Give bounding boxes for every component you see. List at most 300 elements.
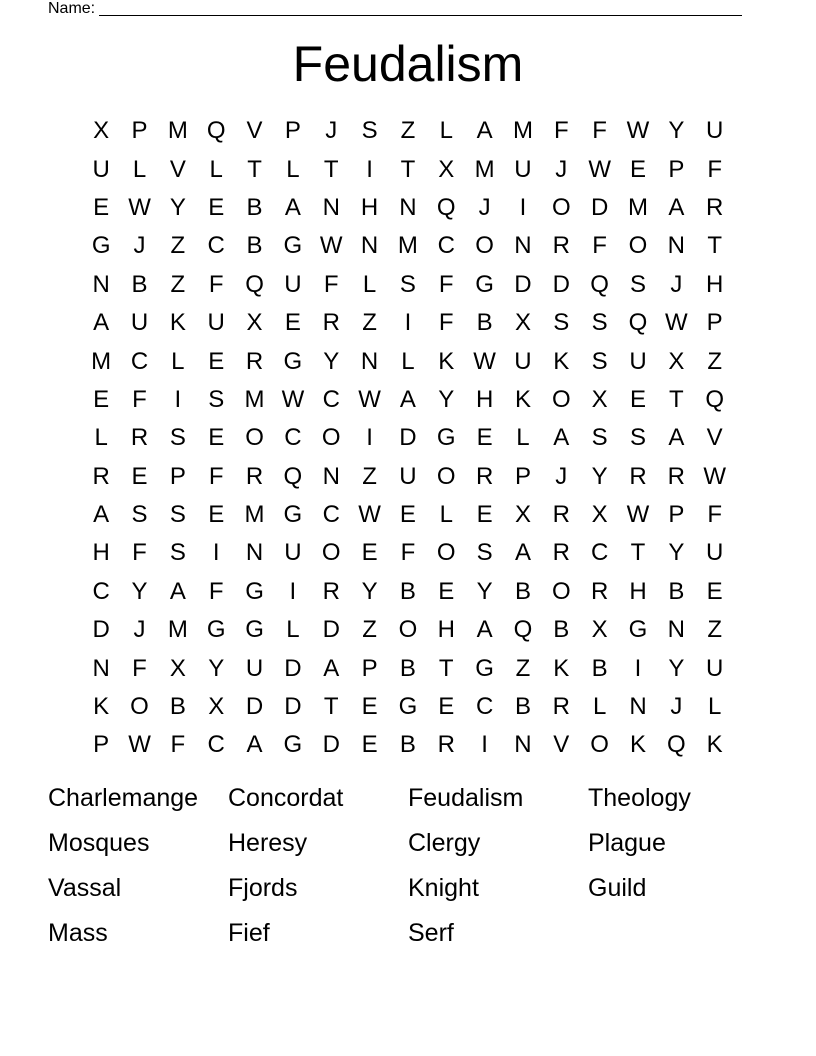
grid-row bbox=[82, 381, 734, 419]
grid-letter: O bbox=[130, 693, 149, 721]
grid-letter: B bbox=[591, 654, 608, 682]
grid-letter: U bbox=[706, 539, 724, 567]
grid-letter: D bbox=[322, 731, 340, 759]
grid-letter: Y bbox=[668, 539, 685, 567]
grid-letter: Y bbox=[169, 193, 186, 221]
grid-letter: R bbox=[552, 501, 570, 529]
grid-letter: D bbox=[552, 270, 570, 298]
grid-letter: A bbox=[93, 309, 110, 337]
grid-letter: Y bbox=[668, 117, 685, 145]
grid-letter: J bbox=[670, 693, 683, 721]
grid-letter: U bbox=[629, 347, 647, 375]
word-bank-item: Mass bbox=[48, 918, 108, 947]
grid-letter: V bbox=[169, 155, 186, 183]
grid-letter: K bbox=[514, 385, 531, 413]
grid-letter: Z bbox=[170, 232, 186, 260]
grid-letter: B bbox=[514, 693, 531, 721]
grid-letter: M bbox=[474, 155, 495, 183]
grid-letter: S bbox=[361, 117, 378, 145]
grid-letter: O bbox=[321, 539, 341, 567]
grid-letter: Q bbox=[513, 616, 533, 644]
grid-letter: S bbox=[629, 270, 646, 298]
grid-letter: U bbox=[245, 654, 264, 682]
grid-letter: S bbox=[629, 424, 646, 452]
grid-letter: A bbox=[169, 577, 186, 605]
grid-letter: G bbox=[283, 347, 303, 375]
word-bank-row bbox=[48, 821, 768, 866]
grid-letter: R bbox=[706, 193, 724, 221]
grid-letter: L bbox=[362, 270, 377, 298]
grid-letter: F bbox=[170, 731, 186, 759]
grid-letter: L bbox=[171, 347, 185, 375]
grid-letter: R bbox=[552, 693, 570, 721]
word-bank-item: Fjords bbox=[228, 873, 298, 902]
grid-letter: H bbox=[706, 270, 724, 298]
grid-letter: U bbox=[284, 270, 302, 298]
grid-letter: E bbox=[208, 424, 225, 452]
grid-letter: Q bbox=[206, 117, 226, 145]
grid-letter: N bbox=[514, 731, 532, 759]
grid-letter: W bbox=[358, 385, 381, 413]
grid-letter: F bbox=[208, 270, 224, 298]
grid-letter: X bbox=[668, 347, 685, 375]
grid-letter: G bbox=[628, 616, 648, 644]
word-bank-item: Heresy bbox=[228, 829, 308, 858]
grid-letter: X bbox=[208, 693, 225, 721]
grid-letter: K bbox=[706, 731, 723, 759]
grid-letter: T bbox=[438, 654, 454, 682]
grid-letter: X bbox=[246, 309, 263, 337]
grid-letter: I bbox=[481, 731, 488, 759]
grid-letter: G bbox=[245, 577, 264, 605]
grid-letter: B bbox=[553, 616, 570, 644]
grid-letter: W bbox=[319, 232, 343, 260]
grid-row bbox=[82, 458, 734, 496]
grid-letter: Z bbox=[400, 117, 416, 145]
grid-letter: A bbox=[93, 501, 110, 529]
grid-letter: Z bbox=[707, 616, 722, 644]
word-bank-item: Guild bbox=[588, 873, 647, 902]
grid-letter: B bbox=[246, 193, 263, 221]
grid-letter: P bbox=[93, 731, 110, 759]
grid-letter: D bbox=[322, 616, 340, 644]
grid-letter: Y bbox=[323, 347, 340, 375]
grid-letter: N bbox=[667, 232, 685, 260]
grid-letter: W bbox=[473, 347, 496, 375]
grid-letter: I bbox=[366, 424, 373, 452]
grid-row bbox=[82, 150, 734, 188]
grid-letter: U bbox=[514, 155, 532, 183]
word-bank-row bbox=[48, 866, 768, 911]
grid-letter: W bbox=[358, 501, 381, 529]
word-bank-item: Plague bbox=[588, 829, 666, 858]
grid-letter: R bbox=[475, 462, 494, 490]
grid-letter: M bbox=[397, 232, 418, 260]
word-bank-item: Concordat bbox=[228, 784, 344, 813]
grid-letter: N bbox=[92, 270, 110, 298]
grid-letter: B bbox=[399, 654, 416, 682]
grid-letter: E bbox=[629, 385, 646, 413]
grid-letter: M bbox=[627, 193, 648, 221]
grid-letter: J bbox=[325, 117, 338, 145]
grid-letter: I bbox=[174, 385, 182, 413]
grid-letter: Z bbox=[362, 462, 377, 490]
grid-letter: S bbox=[399, 270, 416, 298]
grid-letter: E bbox=[131, 462, 148, 490]
grid-letter: L bbox=[286, 155, 300, 183]
grid-letter: W bbox=[281, 385, 305, 413]
grid-letter: Y bbox=[668, 654, 685, 682]
grid-letter: S bbox=[169, 539, 186, 567]
grid-letter: T bbox=[323, 693, 339, 721]
grid-letter: R bbox=[590, 577, 609, 605]
grid-letter: G bbox=[245, 616, 264, 644]
grid-letter: C bbox=[284, 424, 302, 452]
grid-letter: B bbox=[131, 270, 148, 298]
word-bank-item: Charlemange bbox=[48, 784, 199, 813]
grid-letter: F bbox=[132, 539, 147, 567]
grid-letter: P bbox=[668, 155, 685, 183]
grid-letter: U bbox=[514, 347, 532, 375]
grid-letter: K bbox=[553, 654, 570, 682]
word-bank-item: Theology bbox=[588, 784, 691, 813]
grid-letter: E bbox=[399, 501, 416, 529]
grid-letter: X bbox=[514, 501, 531, 529]
grid-row bbox=[82, 496, 734, 534]
grid-letter: N bbox=[322, 462, 340, 490]
grid-letter: M bbox=[244, 385, 265, 413]
name-label: Name: bbox=[48, 0, 96, 17]
grid-letter: O bbox=[321, 424, 341, 452]
word-bank-row bbox=[48, 910, 768, 955]
grid-letter: J bbox=[670, 270, 683, 298]
grid-letter: J bbox=[133, 232, 146, 260]
grid-letter: I bbox=[212, 539, 220, 567]
grid-letter: G bbox=[475, 270, 494, 298]
grid-letter: Z bbox=[362, 309, 377, 337]
grid-letter: G bbox=[283, 501, 303, 529]
grid-letter: L bbox=[286, 616, 300, 644]
grid-letter: U bbox=[706, 654, 724, 682]
grid-letter: O bbox=[398, 616, 418, 644]
grid-row bbox=[82, 649, 734, 687]
grid-letter: C bbox=[437, 232, 455, 260]
grid-letter: O bbox=[551, 385, 571, 413]
word-bank-item: Clergy bbox=[408, 829, 481, 858]
grid-letter: N bbox=[360, 232, 379, 260]
grid-letter: O bbox=[590, 731, 609, 759]
grid-letter: O bbox=[475, 232, 494, 260]
grid-letter: P bbox=[361, 654, 378, 682]
grid-letter: X bbox=[514, 309, 531, 337]
grid-letter: E bbox=[284, 309, 301, 337]
grid-row bbox=[82, 688, 734, 726]
grid-letter: S bbox=[131, 501, 148, 529]
grid-letter: B bbox=[399, 731, 416, 759]
grid-letter: Q bbox=[666, 731, 686, 759]
grid-letter: W bbox=[703, 462, 726, 490]
grid-letter: M bbox=[244, 501, 265, 529]
grid-letter: Y bbox=[361, 577, 378, 605]
grid-letter: R bbox=[92, 462, 110, 490]
grid-letter: E bbox=[629, 155, 646, 183]
grid-letter: M bbox=[91, 347, 112, 375]
grid-letter: B bbox=[514, 577, 531, 605]
grid-letter: D bbox=[284, 654, 302, 682]
grid-letter: H bbox=[475, 385, 494, 413]
grid-letter: X bbox=[438, 155, 455, 183]
grid-letter: E bbox=[93, 385, 110, 413]
grid-letter: R bbox=[629, 462, 647, 490]
grid-letter: G bbox=[475, 654, 494, 682]
grid-letter: K bbox=[629, 731, 646, 759]
grid-letter: M bbox=[167, 616, 188, 644]
grid-letter: G bbox=[206, 616, 226, 644]
letter-grid bbox=[82, 112, 734, 765]
grid-letter: F bbox=[132, 385, 147, 413]
grid-letter: Q bbox=[590, 270, 609, 298]
grid-letter: B bbox=[246, 232, 263, 260]
grid-letter: D bbox=[590, 193, 609, 221]
grid-letter: O bbox=[551, 193, 571, 221]
grid-letter: R bbox=[322, 309, 340, 337]
grid-letter: B bbox=[476, 309, 493, 337]
grid-letter: E bbox=[361, 539, 378, 567]
grid-letter: Y bbox=[438, 385, 455, 413]
name-field bbox=[48, 0, 742, 18]
grid-letter: X bbox=[591, 616, 608, 644]
grid-letter: D bbox=[399, 424, 417, 452]
grid-letter: N bbox=[667, 616, 685, 644]
grid-letter: S bbox=[553, 309, 570, 337]
grid-letter: F bbox=[553, 117, 569, 145]
grid-letter: L bbox=[132, 155, 147, 183]
grid-letter: S bbox=[591, 347, 608, 375]
word-bank-item: Knight bbox=[408, 873, 479, 902]
grid-letter: L bbox=[209, 155, 223, 183]
grid-letter: O bbox=[551, 577, 571, 605]
grid-letter: Q bbox=[436, 193, 456, 221]
grid-letter: U bbox=[706, 117, 724, 145]
grid-letter: J bbox=[133, 616, 146, 644]
grid-letter: N bbox=[322, 193, 340, 221]
grid-letter: F bbox=[592, 232, 607, 260]
grid-letter: P bbox=[131, 117, 148, 145]
grid-letter: C bbox=[207, 232, 225, 260]
grid-letter: Z bbox=[362, 616, 377, 644]
grid-letter: P bbox=[284, 117, 301, 145]
grid-letter: H bbox=[437, 616, 455, 644]
grid-letter: L bbox=[401, 347, 415, 375]
grid-letter: Y bbox=[476, 577, 493, 605]
grid-letter: C bbox=[475, 693, 494, 721]
grid-letter: T bbox=[400, 155, 416, 183]
grid-letter: R bbox=[322, 577, 340, 605]
grid-letter: E bbox=[208, 347, 225, 375]
grid-letter: G bbox=[283, 232, 303, 260]
grid-letter: G bbox=[398, 693, 418, 721]
grid-letter: X bbox=[93, 117, 110, 145]
grid-letter: K bbox=[169, 309, 186, 337]
grid-letter: F bbox=[707, 155, 722, 183]
grid-letter: Z bbox=[515, 654, 531, 682]
grid-row bbox=[82, 342, 734, 380]
grid-letter: W bbox=[626, 117, 650, 145]
grid-letter: Y bbox=[131, 577, 148, 605]
grid-row bbox=[82, 304, 734, 342]
grid-letter: P bbox=[706, 309, 723, 337]
grid-letter: X bbox=[591, 385, 608, 413]
grid-letter: G bbox=[283, 731, 303, 759]
grid-letter: W bbox=[128, 193, 151, 221]
grid-letter: E bbox=[361, 731, 378, 759]
grid-letter: A bbox=[399, 385, 416, 413]
grid-letter: D bbox=[514, 270, 532, 298]
grid-letter: I bbox=[289, 577, 297, 605]
grid-letter: R bbox=[667, 462, 685, 490]
grid-letter: S bbox=[208, 385, 225, 413]
grid-letter: E bbox=[438, 693, 455, 721]
grid-letter: T bbox=[668, 385, 684, 413]
grid-letter: B bbox=[399, 577, 416, 605]
grid-letter: S bbox=[591, 424, 608, 452]
grid-letter: W bbox=[665, 309, 688, 337]
grid-letter: S bbox=[169, 424, 186, 452]
grid-letter: A bbox=[668, 424, 685, 452]
grid-letter: Q bbox=[705, 385, 724, 413]
grid-letter: T bbox=[247, 155, 262, 183]
grid-letter: I bbox=[404, 309, 412, 337]
grid-letter: D bbox=[92, 616, 110, 644]
grid-letter: A bbox=[514, 539, 531, 567]
grid-letter: G bbox=[91, 232, 111, 260]
grid-letter: U bbox=[92, 155, 110, 183]
grid-row bbox=[82, 726, 734, 764]
grid-row bbox=[82, 189, 734, 227]
name-blank-line bbox=[99, 0, 742, 16]
grid-letter: S bbox=[591, 309, 608, 337]
word-bank-item: Serf bbox=[408, 918, 454, 947]
grid-letter: M bbox=[167, 117, 188, 145]
grid-letter: R bbox=[245, 347, 264, 375]
grid-letter: J bbox=[478, 193, 491, 221]
grid-letter: C bbox=[322, 501, 340, 529]
grid-row bbox=[82, 419, 734, 457]
grid-letter: N bbox=[245, 539, 264, 567]
grid-letter: P bbox=[668, 501, 685, 529]
grid-row bbox=[82, 227, 734, 265]
grid-letter: F bbox=[438, 270, 454, 298]
word-bank-item: Mosques bbox=[48, 829, 150, 858]
grid-letter: Q bbox=[283, 462, 303, 490]
grid-letter: R bbox=[552, 539, 570, 567]
grid-letter: C bbox=[590, 539, 609, 567]
grid-letter: L bbox=[592, 693, 607, 721]
grid-letter: F bbox=[323, 270, 339, 298]
grid-letter: Q bbox=[245, 270, 264, 298]
word-bank-item: Fief bbox=[228, 918, 270, 947]
grid-letter: N bbox=[399, 193, 417, 221]
grid-letter: W bbox=[626, 501, 650, 529]
grid-letter: F bbox=[592, 117, 607, 145]
grid-letter: A bbox=[323, 654, 340, 682]
grid-letter: E bbox=[476, 501, 493, 529]
grid-letter: H bbox=[92, 539, 110, 567]
grid-letter: N bbox=[360, 347, 379, 375]
grid-letter: F bbox=[208, 577, 224, 605]
grid-letter: P bbox=[514, 462, 531, 490]
grid-letter: V bbox=[553, 731, 570, 759]
grid-letter: A bbox=[476, 117, 493, 145]
grid-row bbox=[82, 112, 734, 150]
grid-letter: W bbox=[128, 731, 151, 759]
grid-letter: L bbox=[707, 693, 722, 721]
grid-letter: O bbox=[245, 424, 264, 452]
grid-letter: M bbox=[512, 117, 533, 145]
grid-letter: S bbox=[169, 501, 186, 529]
grid-letter: E bbox=[438, 577, 455, 605]
grid-letter: G bbox=[436, 424, 456, 452]
grid-letter: L bbox=[94, 424, 108, 452]
grid-letter: B bbox=[668, 577, 685, 605]
grid-letter: Z bbox=[170, 270, 186, 298]
grid-letter: J bbox=[555, 462, 568, 490]
word-bank bbox=[48, 776, 768, 955]
grid-letter: F bbox=[400, 539, 416, 567]
grid-letter: C bbox=[130, 347, 149, 375]
grid-letter: C bbox=[92, 577, 110, 605]
grid-letter: D bbox=[245, 693, 264, 721]
grid-row bbox=[82, 534, 734, 572]
grid-letter: K bbox=[553, 347, 570, 375]
grid-letter: E bbox=[208, 501, 225, 529]
grid-letter: R bbox=[130, 424, 149, 452]
grid-letter: A bbox=[246, 731, 263, 759]
grid-letter: A bbox=[476, 616, 493, 644]
grid-letter: U bbox=[130, 309, 149, 337]
grid-letter: H bbox=[360, 193, 379, 221]
grid-letter: K bbox=[438, 347, 455, 375]
grid-letter: Q bbox=[628, 309, 648, 337]
page-title: Feudalism bbox=[292, 36, 524, 92]
word-bank-item: Feudalism bbox=[408, 784, 524, 813]
grid-letter: Y bbox=[591, 462, 608, 490]
grid-letter: E bbox=[93, 193, 110, 221]
grid-letter: E bbox=[706, 577, 723, 605]
grid-letter: O bbox=[436, 539, 456, 567]
word-bank-item: Vassal bbox=[48, 873, 122, 902]
grid-letter: E bbox=[208, 193, 225, 221]
grid-letter: A bbox=[284, 193, 301, 221]
grid-letter: E bbox=[361, 693, 378, 721]
grid-letter: R bbox=[245, 462, 264, 490]
grid-letter: K bbox=[93, 693, 110, 721]
word-bank-row bbox=[48, 776, 768, 821]
grid-letter: I bbox=[519, 193, 527, 221]
grid-letter: A bbox=[668, 193, 685, 221]
grid-letter: E bbox=[476, 424, 493, 452]
grid-letter: L bbox=[516, 424, 530, 452]
grid-letter: L bbox=[439, 117, 453, 145]
grid-letter: A bbox=[553, 424, 570, 452]
grid-letter: H bbox=[629, 577, 647, 605]
grid-letter: L bbox=[439, 501, 453, 529]
grid-letter: P bbox=[169, 462, 186, 490]
grid-letter: X bbox=[169, 654, 186, 682]
grid-letter: X bbox=[591, 501, 608, 529]
grid-letter: F bbox=[438, 309, 454, 337]
grid-letter: C bbox=[207, 731, 225, 759]
